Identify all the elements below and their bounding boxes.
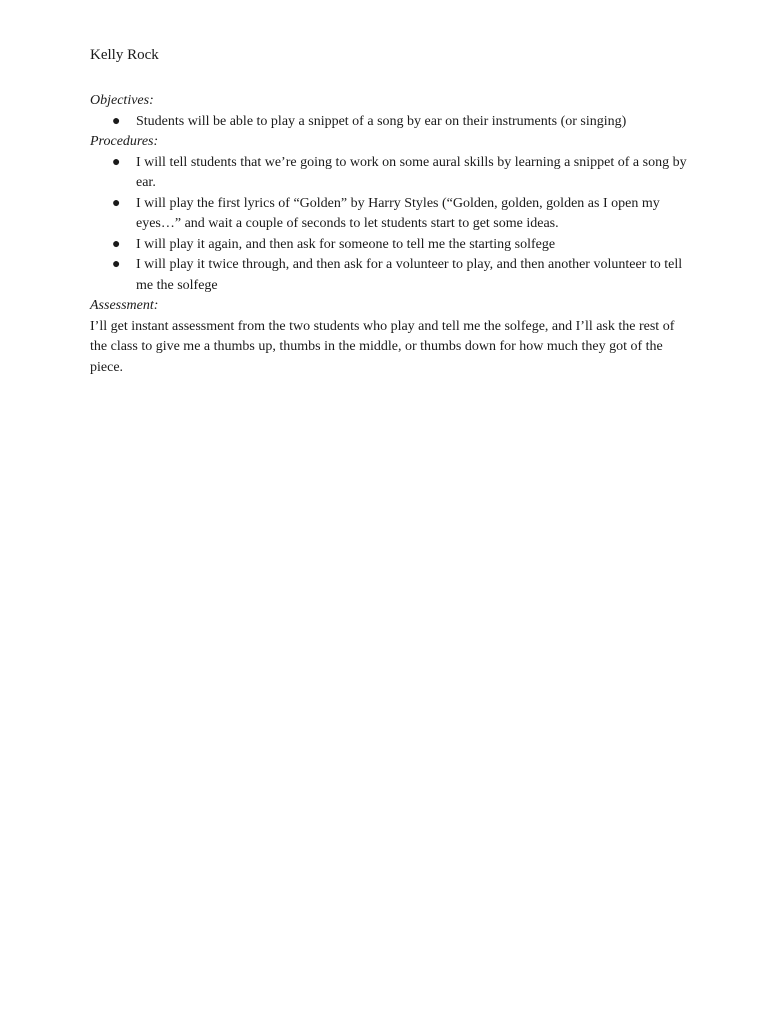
bullet-icon: ● — [112, 113, 121, 129]
list-item — [90, 235, 690, 256]
bullet-icon: ● — [112, 195, 121, 211]
bullet-icon: ● — [112, 154, 121, 170]
list-item — [90, 153, 690, 194]
list-item-text: I will play it twice through, and then ask for a volunteer to play, and then another volunteer to tell me the solfege — [136, 257, 683, 293]
list-item-text: I will play it again, and then ask for someone to tell me the starting solfege — [136, 236, 556, 252]
procedures-list — [90, 153, 690, 297]
list-item-text: I will play the first lyrics of “Golden” by Harry Styles (“Golden, golden, golden as I open my eyes…” and wait a couple of seconds to let students start to get some ideas. — [136, 195, 660, 231]
list-item — [90, 112, 690, 133]
objectives-list — [90, 112, 690, 133]
author-name: Kelly Rock — [90, 47, 159, 63]
assessment-heading: Assessment: — [90, 298, 159, 313]
list-item-text: Students will be able to play a snippet of a song by ear on their instruments (or singing) — [136, 113, 627, 129]
bullet-icon: ● — [112, 257, 121, 272]
objectives-heading: Objectives: — [90, 93, 154, 108]
list-item — [90, 194, 690, 235]
procedures-heading: Procedures: — [90, 134, 159, 149]
list-item-text: I will tell students that we’re going to work on some aural skills by learning a snippet of a song by ear. — [136, 154, 687, 190]
assessment-paragraph: I’ll get instant assessment from the two students who play and tell me the solfege, and I’ll ask the rest of the class to give me a thumbs up, thumbs in the middle, or thumbs down for how much they got of the piece. — [90, 318, 675, 375]
list-item — [90, 255, 690, 296]
bullet-icon: ● — [112, 236, 121, 252]
document-content — [90, 45, 690, 378]
